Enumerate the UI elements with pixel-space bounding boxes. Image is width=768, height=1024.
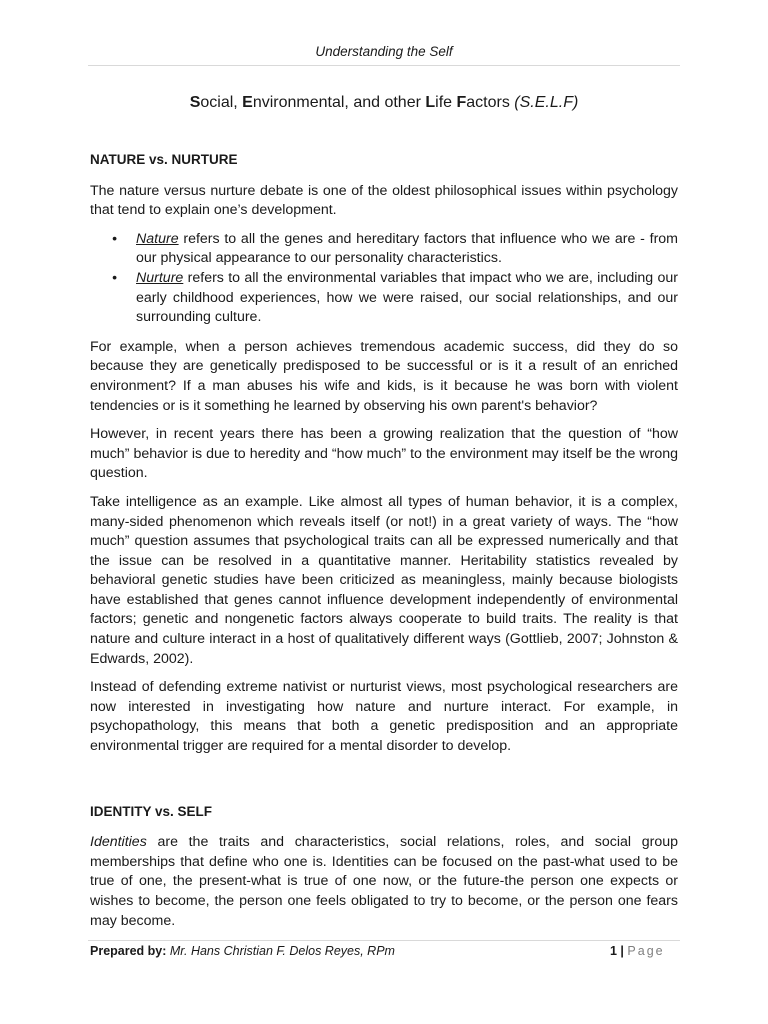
title-word-factors: actors bbox=[466, 94, 515, 111]
title-initial-s: S bbox=[189, 94, 201, 111]
paragraph-however: However, in recent years there has been a growing realization that the question of “how much” behavior is due to heredity and “how much” to the environment may itself be the wrong question. bbox=[90, 426, 678, 482]
footer-name: Mr. Hans Christian F. Delos Reyes, RPm bbox=[166, 944, 395, 958]
bullet-term: Nurture bbox=[136, 269, 184, 286]
document-body bbox=[90, 150, 678, 931]
footer-label: Prepared by: bbox=[90, 944, 167, 958]
title-word-life: ife bbox=[435, 94, 457, 111]
title-word-social: ocial, bbox=[200, 94, 243, 111]
section-heading-identity-self: IDENTITY vs. SELF bbox=[90, 803, 213, 819]
title-initial-l: L bbox=[425, 94, 436, 111]
bullet-term: Nature bbox=[136, 230, 179, 247]
bullet-icon: • bbox=[112, 269, 117, 286]
footer-page bbox=[610, 944, 665, 958]
paragraph-example: For example, when a person achieves tremendous academic success, did they do so because they are genetically predisposed to be successful or is it a result of an enriched environment? If a man abuses his wife and kids, is it because he was born with violent tendencies or is it something he learned by observing his own parent's behavior? bbox=[90, 338, 678, 414]
header-rule bbox=[88, 65, 680, 66]
paragraph-intelligence: Take intelligence as an example. Like almost all types of human behavior, it is a complex, many-sided phenomenon which reveals itself (or not!) in a great variety of ways. The “how much” question assumes that psychological traits can all be expressed numerically and that the issue can be resolved in a quantitative manner. Heritability statistics revealed by behavioral genetic studies have been criticized as meaningless, mainly because biologists have established that genes cannot influence development independently of environmental factors; genetic and nongenetic factors always cooperate to build traits. The reality is that nature and culture interact in a host of qualitatively different ways (Gottlieb, 2007; Johnston & Edwards, 2002). bbox=[90, 493, 678, 667]
identities-text: are the traits and characteristics, social relations, roles, and social group memberships that define who one is. Identities can be focused on the past-what used to be true of one, the present-what is true of one now, or the future-the person one expects or wishes to become, the person one feels obligated to try to become, or the person one fears may become. bbox=[90, 834, 678, 929]
list-item bbox=[90, 269, 678, 328]
page-word: Page bbox=[627, 944, 665, 958]
paragraph-instead: Instead of defending extreme nativist or nurturist views, most psychological researchers are now interested in investigating how nature and nurture interact. For example, in psychopathology, this means that both a genetic predisposition and an appropriate environmental trigger are required for a mental disorder to develop. bbox=[90, 679, 678, 755]
paragraph-intro: The nature versus nurture debate is one of the oldest philosophical issues within psychology that tend to explain one’s development. bbox=[90, 182, 678, 219]
bullet-text: refers to all the genes and hereditary factors that influence who we are - from our physical appearance to our personality characteristics. bbox=[136, 230, 678, 267]
title-word-environmental: nvironmental, and other bbox=[252, 94, 426, 111]
page-number: 1 bbox=[610, 944, 617, 958]
running-header: Understanding the Self bbox=[315, 44, 453, 59]
bullet-icon: • bbox=[112, 230, 117, 247]
footer-preparer bbox=[90, 944, 395, 958]
footer-rule bbox=[88, 940, 680, 941]
document-title bbox=[0, 94, 768, 112]
paragraph-identities bbox=[90, 833, 678, 931]
page-separator: | bbox=[616, 944, 628, 958]
title-initial-f: F bbox=[456, 94, 467, 111]
title-abbreviation: (S.E.L.F) bbox=[514, 94, 579, 111]
bullet-list bbox=[90, 230, 678, 328]
bullet-text: refers to all the environmental variables that impact who we are, including our early childhood experiences, how we were raised, our social relationships, and our surrounding culture. bbox=[136, 269, 678, 326]
section-heading-nature-nurture: NATURE vs. NURTURE bbox=[90, 152, 238, 167]
title-initial-e: E bbox=[242, 94, 253, 111]
identities-term: Identities bbox=[90, 834, 147, 851]
list-item bbox=[90, 230, 678, 269]
